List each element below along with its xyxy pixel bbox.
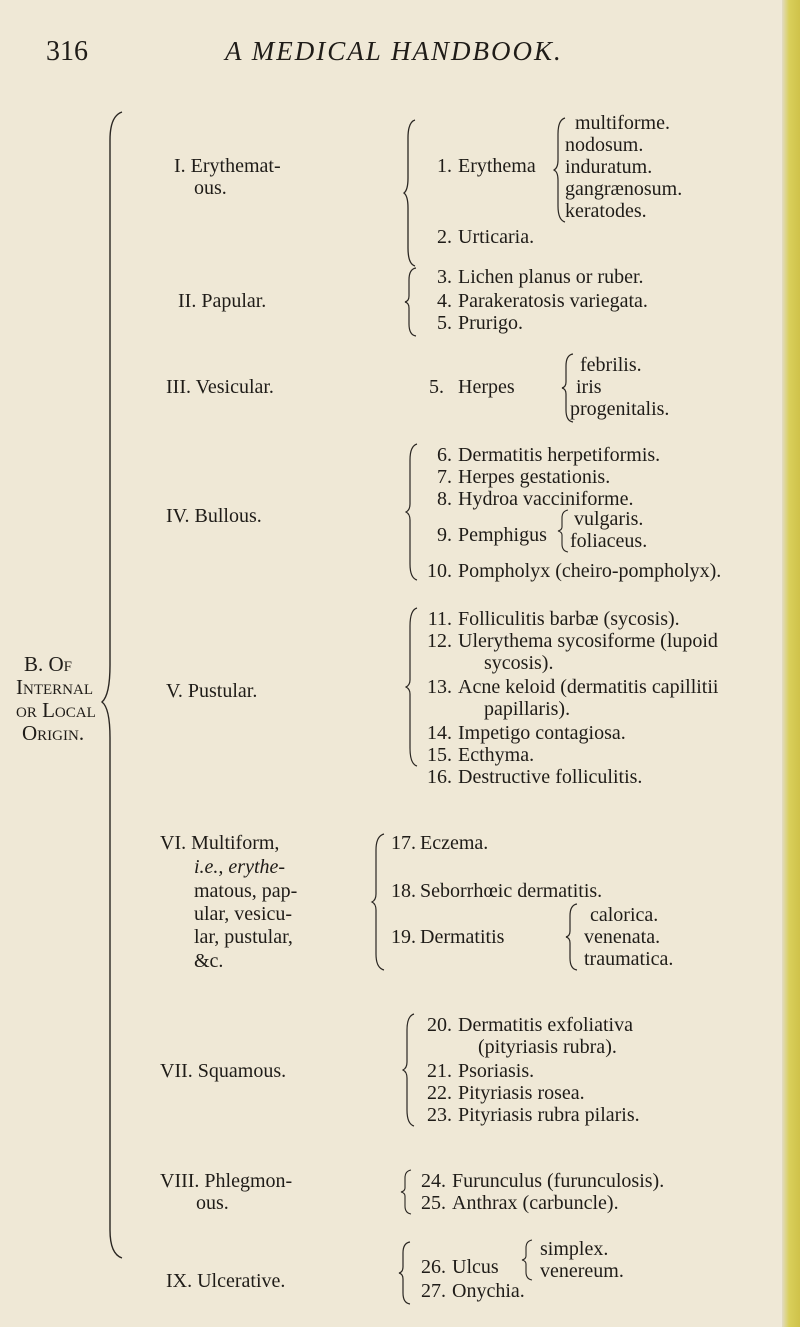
ulcus-variant: venereum. (540, 1260, 624, 1282)
class-4-label: IV. Bullous. (166, 505, 262, 527)
item-9-number: 9. (437, 524, 452, 546)
item-8-number: 8. (437, 488, 452, 510)
group-label-line2: Internal (16, 675, 93, 699)
erythema-variant: multiforme. (575, 112, 670, 134)
dermatitis-variants-brace (565, 902, 581, 972)
item-9-name: Pemphigus (458, 524, 547, 546)
pemphigus-variant: vulgaris. (574, 508, 644, 530)
item-13-name: Acne keloid (dermatitis capillitii (458, 676, 719, 698)
class-6-label-line2: i.e., erythe- (194, 856, 286, 878)
group-label-line3: or Local (16, 698, 96, 722)
item-1-number: 1. (437, 155, 452, 177)
item-11-name: Folliculitis barbæ (sycosis). (458, 608, 680, 630)
group-label-line1: B. Of (24, 652, 73, 676)
dermatitis-variant: calorica. (590, 904, 659, 926)
item-22-name: Pityriasis rosea. (458, 1082, 585, 1104)
class-7-brace (402, 1012, 418, 1128)
item-20-name: Dermatitis exfoliativa (458, 1014, 633, 1036)
class-3-label: III. Vesicular. (166, 376, 274, 398)
item-25-number: 25. (421, 1192, 446, 1214)
item-18-number: 18. (391, 880, 416, 902)
item-6-name: Dermatitis herpetiformis. (458, 444, 661, 466)
herpes-variant: iris (576, 376, 602, 398)
item-18-name: Seborrhœic dermatitis. (420, 880, 603, 902)
item-1-name: Erythema (458, 155, 536, 177)
item-26-number: 26. (421, 1256, 446, 1278)
item-12-number: 12. (427, 630, 452, 652)
item-herpes-name: Herpes (458, 376, 515, 398)
item-14-name: Impetigo contagiosa. (458, 722, 626, 744)
page-edge (782, 0, 800, 1327)
erythema-variant: nodosum. (565, 134, 644, 156)
item-10-name: Pompholyx (cheiro-pompholyx). (458, 560, 722, 582)
page-number: 316 (46, 36, 88, 67)
group-label-line4: Origin. (22, 721, 85, 745)
class-9-label: IX. Ulcerative. (166, 1270, 286, 1292)
item-12-continuation: sycosis). (484, 652, 554, 674)
item-5-number: 5. (437, 312, 452, 334)
erythema-variant: gangrænosum. (565, 178, 683, 200)
class-7-label: VII. Squamous. (160, 1060, 287, 1082)
item-4-number: 4. (437, 290, 452, 312)
item-21-name: Psoriasis. (458, 1060, 535, 1082)
item-2-number: 2. (437, 226, 452, 248)
item-19-number: 19. (391, 926, 416, 948)
item-24-number: 24. (421, 1170, 446, 1192)
item-24-name: Furunculus (furunculosis). (452, 1170, 665, 1192)
item-5-name: Prurigo. (458, 312, 523, 334)
item-16-name: Destructive folliculitis. (458, 766, 643, 788)
class-1-label-line2: ous. (194, 177, 227, 199)
item-6-number: 6. (437, 444, 452, 466)
class-6-label-line5: lar, pustular, (194, 926, 293, 948)
item-17-number: 17. (391, 832, 416, 854)
running-title: A MEDICAL HANDBOOK. (225, 36, 563, 66)
class-8-label-line1: VIII. Phlegmon- (160, 1170, 293, 1192)
item-23-number: 23. (427, 1104, 452, 1126)
item-25-name: Anthrax (carbuncle). (452, 1192, 619, 1214)
dermatitis-variant: traumatica. (584, 948, 674, 970)
item-20-number: 20. (427, 1014, 452, 1036)
item-15-name: Ecthyma. (458, 744, 535, 766)
item-13-continuation: papillaris). (484, 698, 571, 720)
item-19-name: Dermatitis (420, 926, 505, 948)
class-6-label-line6: &c. (194, 950, 224, 972)
item-20-continuation: (pityriasis rubra). (478, 1036, 617, 1058)
item-22-number: 22. (427, 1082, 452, 1104)
item-10-number: 10. (427, 560, 452, 582)
item-17-name: Eczema. (420, 832, 489, 854)
herpes-variant: febrilis. (580, 354, 642, 376)
class-5-label: V. Pustular. (166, 680, 258, 702)
group-brace (100, 110, 130, 1260)
item-8-name: Hydroa vacciniforme. (458, 488, 634, 510)
item-27-number: 27. (421, 1280, 446, 1302)
herpes-variant: progenitalis. (570, 398, 670, 420)
erythema-variant: induratum. (565, 156, 653, 178)
item-13-number: 13. (427, 676, 452, 698)
class-2-label: II. Papular. (178, 290, 267, 312)
item-14-number: 14. (427, 722, 452, 744)
item-2-name: Urticaria. (458, 226, 535, 248)
item-15-number: 15. (427, 744, 452, 766)
item-16-number: 16. (427, 766, 452, 788)
item-3-name: Lichen planus or ruber. (458, 266, 644, 288)
erythema-variant: keratodes. (565, 200, 647, 222)
dermatitis-variant: venenata. (584, 926, 661, 948)
class-6-label-line3: matous, pap- (194, 880, 298, 902)
item-21-number: 21. (427, 1060, 452, 1082)
class-6-label-line1: VI. Multiform, (160, 832, 280, 854)
class-1-label-line1: I. Erythemat- (174, 155, 281, 177)
ulcus-variants-brace (521, 1238, 535, 1282)
item-7-number: 7. (437, 466, 452, 488)
ulcus-variant: simplex. (540, 1238, 609, 1260)
pemphigus-variant: foliaceus. (570, 530, 648, 552)
class-6-label-line4: ular, vesicu- (194, 903, 293, 925)
item-11-number: 11. (427, 608, 452, 630)
item-27-name: Onychia. (452, 1280, 525, 1302)
class-8-label-line2: ous. (196, 1192, 229, 1214)
item-4-name: Parakeratosis variegata. (458, 290, 648, 312)
item-3-number: 3. (437, 266, 452, 288)
item-5b-number: 5. (429, 376, 444, 398)
item-7-name: Herpes gestationis. (458, 466, 611, 488)
pemphigus-variants-brace (557, 508, 571, 554)
item-23-name: Pityriasis rubra pilaris. (458, 1104, 640, 1126)
item-26-name: Ulcus (452, 1256, 499, 1278)
item-12-name: Ulerythema sycosiforme (lupoid (458, 630, 718, 652)
